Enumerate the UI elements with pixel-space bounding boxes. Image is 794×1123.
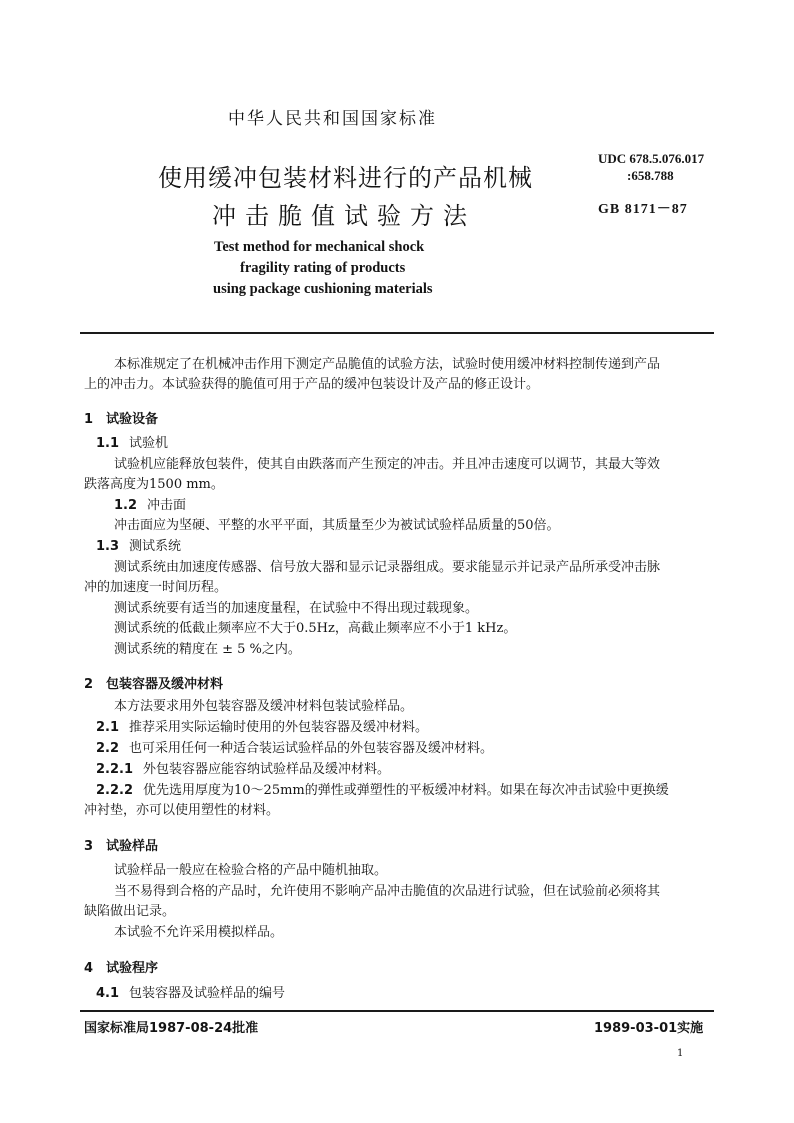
title-cn-line2: 冲击脆值试验方法 (212, 202, 476, 230)
clause-title: 冲击面 (147, 498, 187, 513)
clause-2-2-1 (96, 762, 390, 779)
title-en-line2: fragility rating of products (240, 260, 406, 276)
section-3-heading: 3 试验样品 (84, 839, 159, 854)
title-en-line1: Test method for mechanical shock (214, 239, 425, 255)
udc-code: UDC 678.5.076.017 (598, 151, 705, 166)
header-divider (80, 332, 714, 334)
section-2-line0: 本方法要求用外包装容器及缓冲材料包装试验样品。 (114, 699, 414, 714)
clause-2-2-2-line2: 冲衬垫，亦可以使用塑性的材料。 (84, 803, 280, 818)
clause-1-3-line2: 冲的加速度一时间历程。 (84, 580, 228, 595)
udc-code-continued: :658.788 (627, 168, 674, 183)
clause-1-2-line1: 冲击面应为坚硬、平整的水平平面，其质量至少为被试试验样品质量的50倍。 (114, 518, 560, 533)
clause-title: 试验机 (129, 436, 169, 451)
clause-2-2-2 (96, 783, 669, 800)
intro-line1: 本标准规定了在机械冲击作用下测定产品脆值的试验方法，试验时使用缓冲材料控制传递到产品 (114, 357, 661, 372)
national-standard-heading: 中华人民共和国国家标准 (228, 109, 437, 129)
clause-number: 1.3 (96, 539, 120, 554)
intro-line2: 上的冲击力。本试验获得的脆值可用于产品的缓冲包装设计及产品的修正设计。 (84, 377, 540, 392)
title-cn-line1: 使用缓冲包装材料进行的产品机械 (158, 164, 533, 192)
section-4-heading: 4 试验程序 (84, 961, 159, 976)
clause-1-3-line1: 测试系统由加速度传感器、信号放大器和显示记录器组成。要求能显示并记录产品所承受冲击脉 (114, 560, 661, 575)
clause-number: 4.1 (96, 986, 120, 1001)
clause-1-3 (96, 539, 181, 556)
clause-1-1 (96, 436, 168, 453)
section-1-heading: 1 试验设备 (84, 412, 159, 427)
clause-text: 包装容器及试验样品的编号 (129, 986, 286, 1001)
clause-text: 优先选用厚度为10～25mm的弹性或弹塑性的平板缓冲材料。如果在每次冲击试验中更换缓 (143, 783, 669, 798)
page-number: 1 (677, 1048, 684, 1059)
clause-1-3-line5: 测试系统的精度在 ± 5 %之内。 (114, 642, 301, 657)
clause-1-1-line2: 跌落高度为1500 mm。 (84, 477, 224, 492)
clause-2-1 (96, 720, 428, 737)
clause-text: 外包装容器应能容纳试验样品及缓冲材料。 (143, 762, 391, 777)
clause-4-1 (96, 986, 285, 1003)
clause-number: 2.2 (96, 741, 120, 756)
clause-1-1-line1: 试验机应能释放包装件，使其自由跌落而产生预定的冲击。并且冲击速度可以调节，其最大等效 (114, 457, 661, 472)
clause-1-3-line3: 测试系统要有适当的加速度量程，在试验中不得出现过载现象。 (114, 601, 479, 616)
section-3-line4: 本试验不允许采用模拟样品。 (114, 925, 284, 940)
section-3-line2: 当不易得到合格的产品时，允许使用不影响产品冲击脆值的次品进行试验，但在试验前必须将其 (114, 884, 661, 899)
effective-date: 1989-03-01实施 (594, 1021, 704, 1036)
clause-1-2 (114, 498, 186, 515)
section-3-line3: 缺陷做出记录。 (84, 904, 176, 919)
title-en-line3: using package cushioning materials (213, 281, 433, 297)
clause-number: 2.1 (96, 720, 120, 735)
footer-divider (80, 1010, 714, 1012)
clause-number: 1.1 (96, 436, 120, 451)
approval-date: 国家标准局1987-08-24批准 (84, 1021, 259, 1036)
clause-number: 1.2 (114, 498, 138, 513)
section-2-heading: 2 包装容器及缓冲材料 (84, 677, 224, 692)
clause-title: 测试系统 (129, 539, 182, 554)
clause-text: 推荐采用实际运输时使用的外包装容器及缓冲材料。 (129, 720, 429, 735)
clause-1-3-line4: 测试系统的低截止频率应不大于0.5Hz，高截止频率应不小于1 kHz。 (114, 621, 517, 636)
clause-number: 2.2.2 (96, 783, 134, 798)
clause-2-2 (96, 741, 493, 758)
gb-number: GB 8171－87 (598, 202, 688, 217)
clause-number: 2.2.1 (96, 762, 134, 777)
section-3-line1: 试验样品一般应在检验合格的产品中随机抽取。 (114, 863, 388, 878)
clause-text: 也可采用任何一种适合装运试验样品的外包装容器及缓冲材料。 (129, 741, 494, 756)
